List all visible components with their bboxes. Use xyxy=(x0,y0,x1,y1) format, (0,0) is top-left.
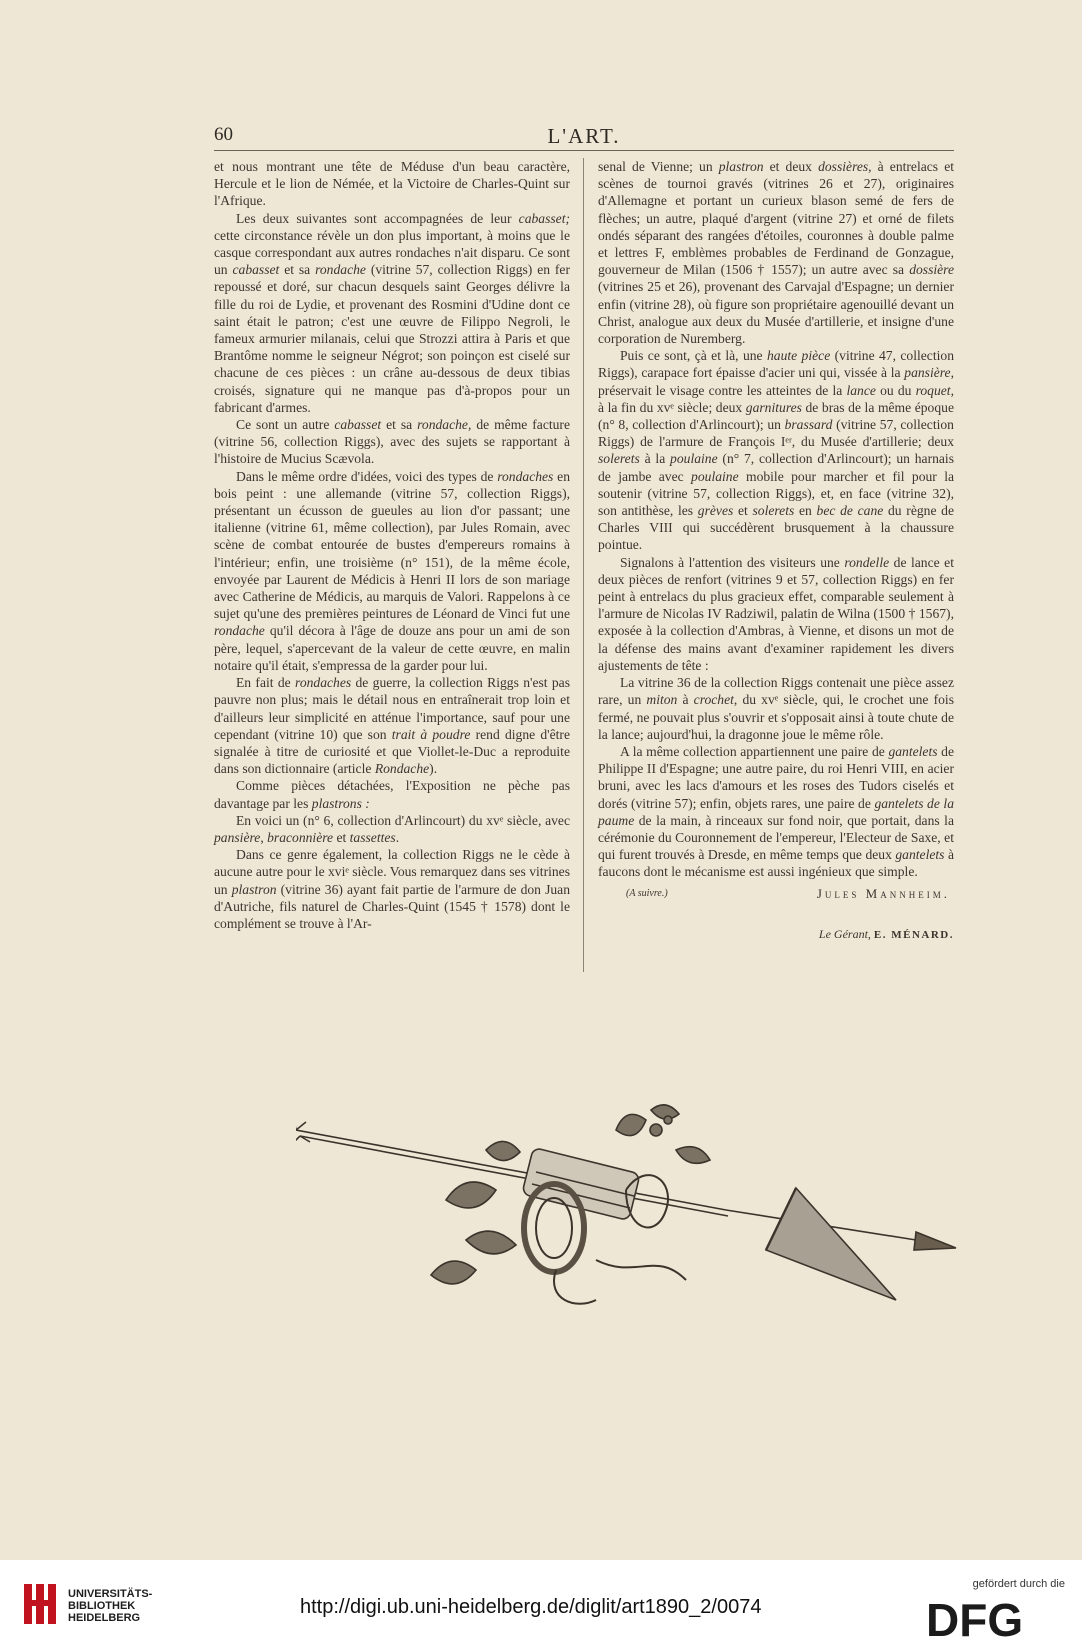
dfg-logo-text: DFG xyxy=(926,1596,1024,1640)
university-library-logo-icon xyxy=(22,1582,60,1626)
right-column-paragraph: La vitrine 36 de la collection Riggs contenait une pièce assez rare, un miton à crochet, du xvᵉ siècle, qui, le crochet une fois fermé, ne pouvait plus s'ouvrir et s'opposait ainsi à toute chute de la lance; aujourd'hui, la dragonne joue le même rôle. xyxy=(598,675,954,742)
university-library-logo xyxy=(22,1582,192,1630)
column-divider xyxy=(583,158,584,972)
left-column-paragraph: Ce sont un autre cabasset et sa rondache, de même facture (vitrine 56, collection Riggs), avec des sujets se rapportant à l'histoire de Mucius Scævola. xyxy=(214,417,570,467)
left-column-paragraph: Dans le même ordre d'idées, voici des types de rondaches en bois peint : une allemande (vitrine 57, collection Riggs), présentant un écusson de gueules au lion d'or passant; une italienne (vitrine 61, même collection), par Jules Romain, avec scène de combat entourée de bustes d'empereurs romains à l'intérieur; enfin, une troisième (n° 151), de la même école, envoyée par Laurent de Médicis à Henri II lors de son mariage avec Catherine de Médicis, au marquis de Valori. Rappelons à ce sujet qu'une des premières peintures de Léonard de Vinci fut une rondache qu'il décora à l'âge de douze ans pour un ami de son père, lequel, s'apercevant de la valeur de cette œuvre, en malin notaire qu'il était, s'empressa de la garder pour lui. xyxy=(214,468,570,673)
signature-line xyxy=(598,885,954,902)
right-column-paragraph: Puis ce sont, çà et là, une haute pièce (vitrine 47, collection Riggs), carapace fort épaisse d'acier uni qui, vissée à la pansière, préservait le visage contre les atteintes de la lance ou du roquet, à la fin du xvᵉ siècle; deux garnitures de bras de la même époque (n° 8, collection d'Arlincourt); un brassard (vitrine 57, collection Riggs) de l'armure de François Iᵉʳ, du Musée d'artillerie; deux solerets à la poulaine (n° 7, collection d'Arlincourt); un harnais de jambe avec poulaine mobile pour marcher et fil pour la soutenir (vitrine 57, collection Riggs), et, en face (vitrine 32), son antithèse, les grèves et solerets en bec de cane du règne de Charles VIII qui succédèrent brusquement à la chaussure pointue. xyxy=(598,348,955,553)
gerant-line xyxy=(598,926,954,944)
permalink-url[interactable]: http://digi.ub.uni-heidelberg.de/diglit/art1890_2/0074 xyxy=(300,1596,762,1618)
author-signature: Jules Mannheim. xyxy=(816,885,950,901)
left-column xyxy=(214,158,570,932)
library-line-3: HEIDELBERG xyxy=(68,1612,141,1624)
right-column-paragraph: senal de Vienne; un plastron et deux dossières, à entrelacs et scènes de tournoi gravés (vitrines 26 et 27), originaires d'Allemagne et portant un curieux blason semé de fers de flèches; un autre, plaqué d'argent (vitrine 27) et orné de filets ondés séparant des rangées d'étoiles, couronnes à double palme et lettres F, emblèmes probables de Ferdinand de Gonzague, gouverneur de Milan (1506 † 1557); un autre avec sa dossière (vitrines 25 et 26), provenant des Carvajal d'Espagne; un dernier enfin (vitrine 28), où figure son propriétaire agenouillé devant un Christ, analogue aux deux du Musée d'artillerie, et insigne d'une corporation de Nuremberg. xyxy=(598,159,955,347)
page-number: 60 xyxy=(214,124,233,145)
left-column-paragraph: En voici un (n° 6, collection d'Arlincourt) du xvᵉ siècle, avec pansière, braconnière et tassettes. xyxy=(214,812,570,845)
funding-caption: gefördert durch die xyxy=(972,1578,1065,1590)
library-line-1: UNIVERSITÄTS- xyxy=(68,1588,153,1600)
running-title: L'ART. xyxy=(547,124,621,148)
left-column-paragraph: En fait de rondaches de guerre, la collection Riggs n'est pas pauvre non plus; mais le détail nous en entraînerait trop loin et d'ailleurs leur simplicité en atténue l'importance, sauf pour une cependant (vitrine 10) que son trait à poudre rend digne d'être signalée à titre de curiosité et que Viollet-le-Duc a reproduite dans son dictionnaire (article Rondache). xyxy=(214,675,570,777)
left-column-paragraph: Les deux suivantes sont accompagnées de leur cabasset; cette circonstance révèle un don plus important, à moins que le casque correspondant aux autres rondaches n'ait disparu. Ce sont un cabasset et sa rondache (vitrine 57, collection Riggs) en fer repoussé et doré, sur chacun desquels saint Georges délivre la fille du roi de Lydie, et provenant des Rosmini d'Udine dont ce saint était le patron; c'est une œuvre de Filippo Negroli, le fameux armurier milanais, celui que Strozzi attira à Paris et que Brantôme nomme le seigneur Négrot; son poinçon est ciselé sur chacune de ces pièces : un crâne au-dessous de deux tibias croisés, signature qui ne manque pas d'à-propos pour un fabricant d'armes. xyxy=(214,210,570,415)
dfg-logo-icon xyxy=(924,1596,1064,1640)
ornamental-vignette-icon xyxy=(296,1090,986,1330)
left-column-paragraph: Comme pièces détachées, l'Exposition ne pèche pas davantage par les plastrons : xyxy=(214,778,570,811)
page-header xyxy=(214,124,954,152)
right-column-paragraph: Signalons à l'attention des visiteurs une rondelle de lance et deux pièces de renfort (vitrines 9 et 57, collection Riggs) en fer peint à entrelacs du plus gracieux effet, comparable seulement à l'armure de Nicolas IV Radziwil, palatin de Wilna (1500 † 1567), exposée à la collection d'Ambras, à Vienne, et disons un mot de la défense des mains avant d'examiner rapidement les divers ajustements de tête : xyxy=(598,554,954,673)
a-suivre-note: (A suivre.) xyxy=(626,887,668,899)
library-line-2: BIBLIOTHEK xyxy=(68,1600,136,1612)
gerant-name: E. MÉNARD. xyxy=(873,928,954,941)
library-name xyxy=(68,1588,152,1624)
gerant-prefix: Le Gérant, xyxy=(818,926,871,941)
right-column-paragraph: A la même collection appartiennent une paire de gantelets de Philippe II d'Espagne; une autre paire, du roi Henri VIII, en acier bruni, avec les lacs d'amours et les roses des Tudors ciselés et dorés (vitrine 57); enfin, objets rares, une paire de gantelets de la paume de la main, à rinceaux sur fond noir, que portait, dans la cérémonie du Couronnement de l'empereur, l'Electeur de Saxe, et qui furent trouvés à Dresde, en même temps que deux gantelets à faucons dont le mécanisme est aussi ingénieux que simple. xyxy=(598,743,955,880)
left-column-paragraph: et nous montrant une tête de Méduse d'un beau caractère, Hercule et le lion de Némée, et la Victoire de Charles-Quint sur l'Afrique. xyxy=(214,159,570,209)
right-column xyxy=(598,158,954,944)
left-column-paragraph: Dans ce genre également, la collection Riggs ne le cède à aucune autre pour le xviᵉ siècle. Vous remarquez dans ses vitrines un plastron (vitrine 36) ayant fait partie de l'armure de don Juan d'Autriche, fils naturel de Charles-Quint (1545 † 1578) dont le complément se trouve à l'Ar- xyxy=(214,847,570,931)
footer xyxy=(0,1560,1082,1646)
header-rule xyxy=(214,150,954,151)
